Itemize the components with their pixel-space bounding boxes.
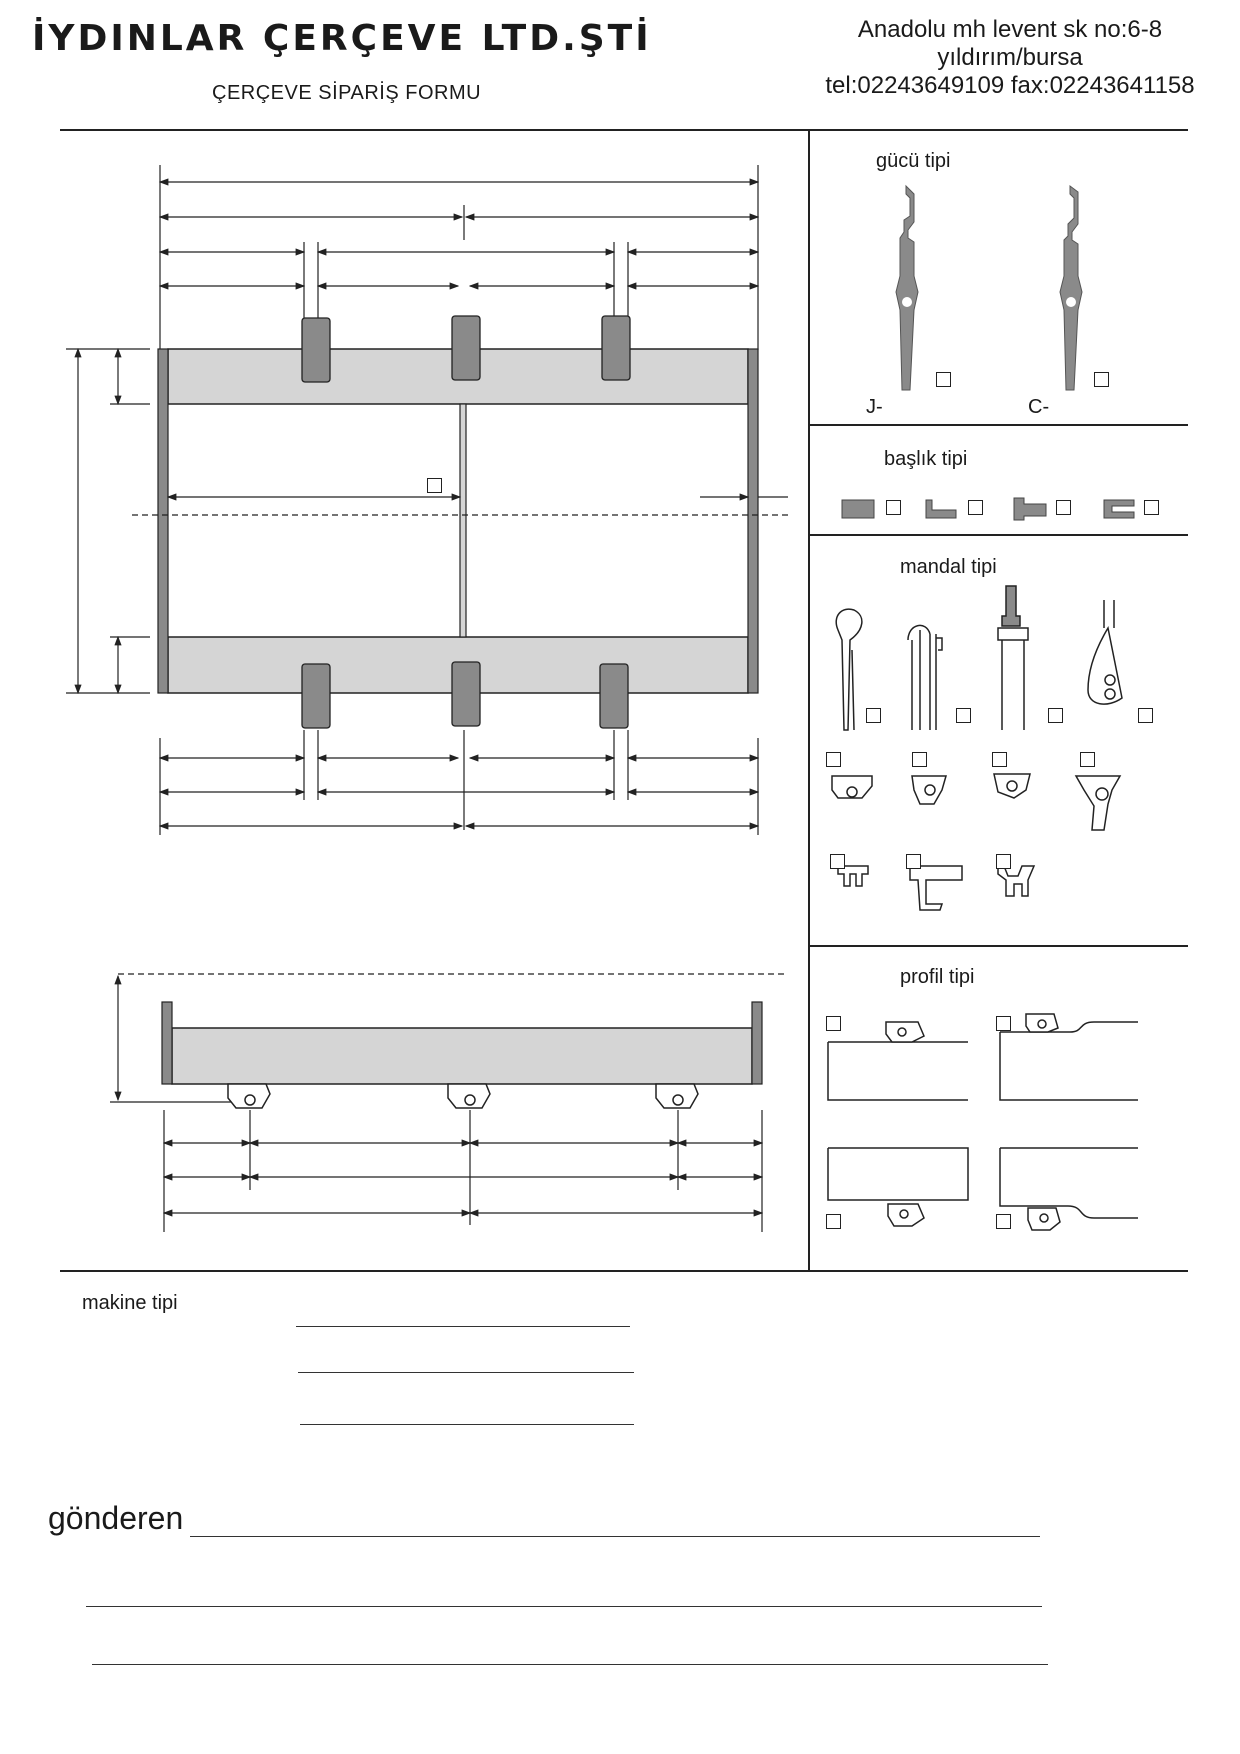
profil-3-checkbox[interactable] (826, 1214, 841, 1229)
divider-gucu-baslik (808, 424, 1188, 426)
mandal-11-checkbox[interactable] (996, 854, 1011, 869)
baslik-title: başlık tipi (884, 448, 968, 470)
mandal-title: mandal tipi (900, 556, 997, 578)
divider-mandal-profil (808, 945, 1188, 947)
sender-line-3[interactable] (92, 1664, 1048, 1665)
heddle-j-icon (880, 180, 940, 400)
baslik-3-checkbox[interactable] (1056, 500, 1071, 515)
baslik-1-checkbox[interactable] (886, 500, 901, 515)
header-type-icons (808, 494, 1188, 524)
mandal-3-checkbox[interactable] (1048, 708, 1063, 723)
machine-type-label: makine tipi (82, 1292, 178, 1314)
mandal-7-checkbox[interactable] (992, 752, 1007, 767)
gucu-j-label: J- (866, 396, 883, 418)
profil-4-checkbox[interactable] (996, 1214, 1011, 1229)
machine-type-line-1[interactable] (296, 1326, 630, 1327)
baslik-4-checkbox[interactable] (1144, 500, 1159, 515)
sender-line-2[interactable] (86, 1606, 1042, 1607)
center-divider-checkbox[interactable] (427, 478, 442, 493)
gucu-c-label: C- (1028, 396, 1050, 418)
clip-type-icons (808, 580, 1188, 920)
profil-1-checkbox[interactable] (826, 1016, 841, 1031)
sender-line-1[interactable] (190, 1536, 1040, 1537)
mandal-8-checkbox[interactable] (1080, 752, 1095, 767)
sender-label: gönderen (48, 1500, 184, 1536)
machine-type-line-2[interactable] (298, 1372, 634, 1373)
profil-2-checkbox[interactable] (996, 1016, 1011, 1031)
mandal-4-checkbox[interactable] (1138, 708, 1153, 723)
heddle-c-icon (1050, 180, 1110, 400)
top-divider (60, 129, 1188, 131)
gucu-title: gücü tipi (876, 150, 951, 172)
gucu-c-checkbox[interactable] (1094, 372, 1109, 387)
mandal-1-checkbox[interactable] (866, 708, 881, 723)
mandal-6-checkbox[interactable] (912, 752, 927, 767)
contact-line: tel:02243649109 fax:02243641158 (825, 72, 1195, 99)
profil-title: profil tipi (900, 966, 975, 988)
gucu-j-checkbox[interactable] (936, 372, 951, 387)
machine-type-line-3[interactable] (300, 1424, 634, 1425)
baslik-2-checkbox[interactable] (968, 500, 983, 515)
address-line-1: Anadolu mh levent sk no:6-8 (857, 16, 1163, 43)
mandal-9-checkbox[interactable] (830, 854, 845, 869)
mandal-10-checkbox[interactable] (906, 854, 921, 869)
divider-baslik-mandal (808, 534, 1188, 536)
frame-side-drawing (0, 960, 800, 1240)
form-title: ÇERÇEVE SİPARİŞ FORMU (212, 82, 482, 104)
frame-front-drawing (0, 140, 800, 840)
address-line-2: yıldırım/bursa (937, 44, 1083, 71)
mandal-2-checkbox[interactable] (956, 708, 971, 723)
bottom-divider (60, 1270, 1188, 1272)
company-name: İYDINLAR ÇERÇEVE LTD.ŞTİ (32, 18, 652, 59)
mandal-5-checkbox[interactable] (826, 752, 841, 767)
